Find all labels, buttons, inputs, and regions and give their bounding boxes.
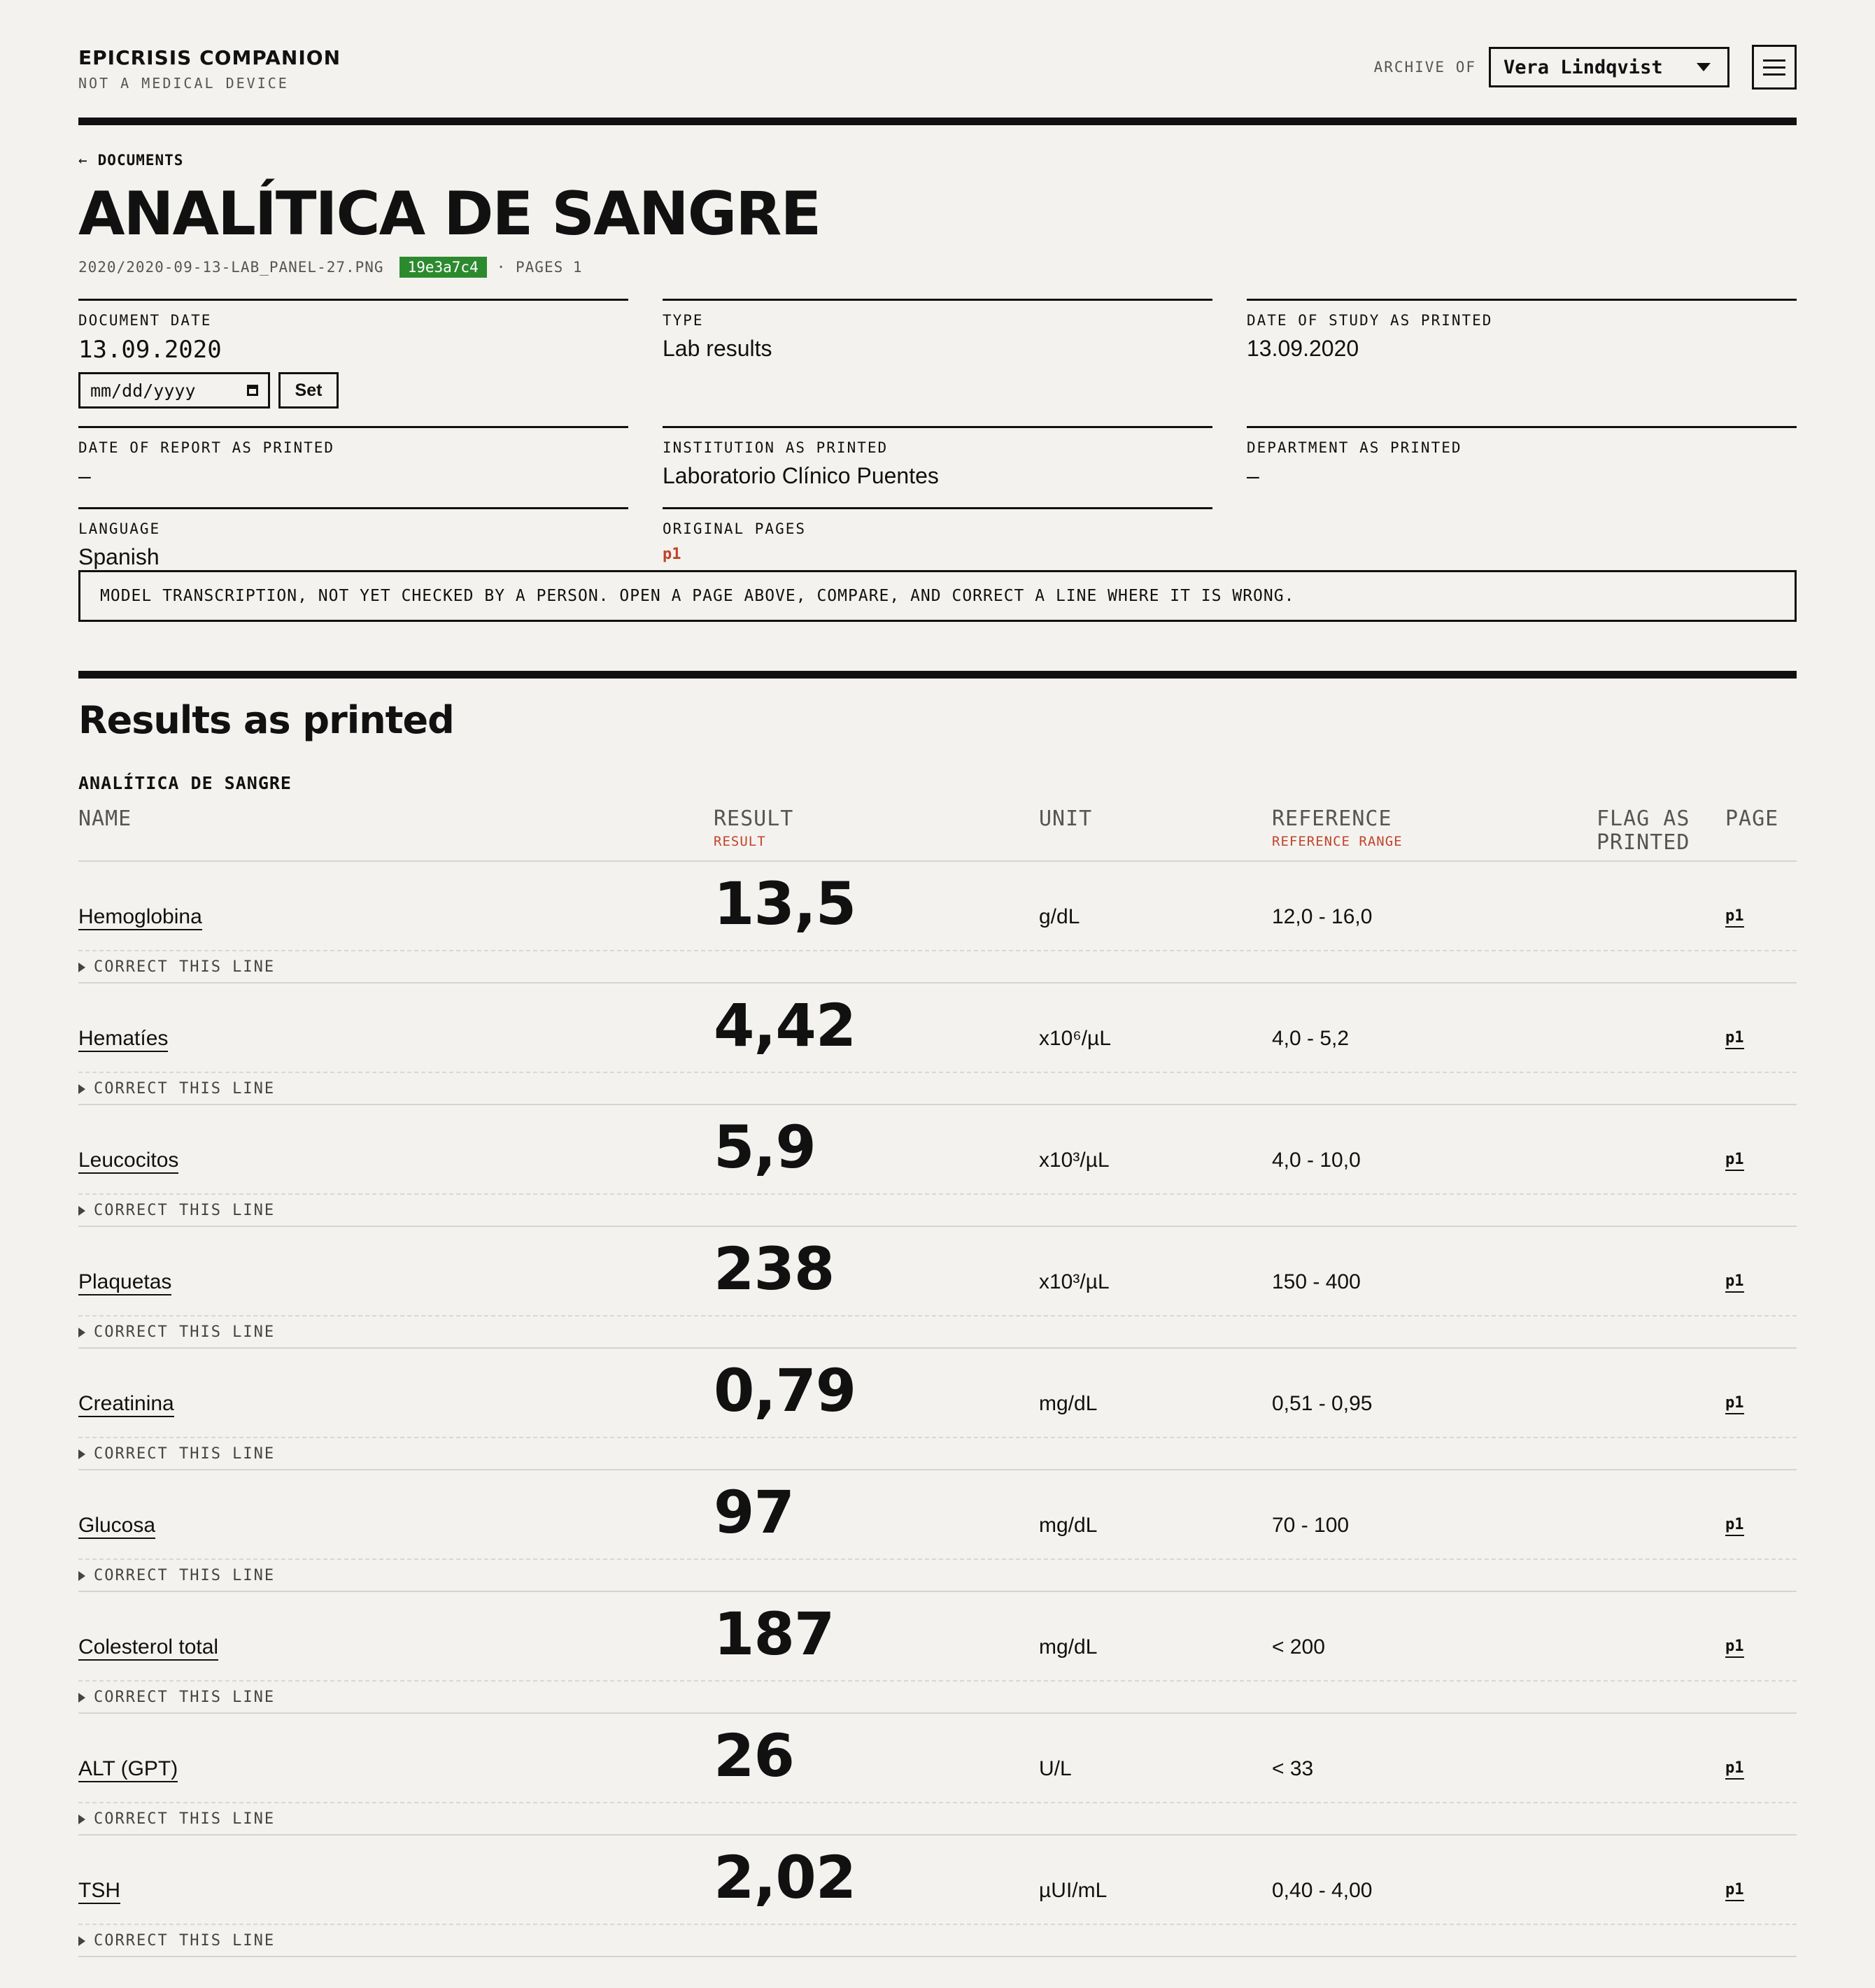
correct-line-label: CORRECT THIS LINE — [94, 1810, 276, 1828]
field-original-pages — [663, 507, 1212, 570]
result-name[interactable]: Leucocitos — [78, 1149, 178, 1174]
table-row — [78, 1105, 1797, 1227]
result-page-link[interactable]: p1 — [1725, 1150, 1744, 1171]
date-editor — [78, 372, 628, 409]
col-header-name: NAME — [78, 807, 132, 831]
back-link[interactable] — [78, 152, 1797, 169]
result-reference: 0,40 - 4,00 — [1272, 1879, 1373, 1902]
calendar-icon[interactable] — [247, 385, 258, 396]
result-unit: g/dL — [1039, 905, 1080, 928]
document-hash-badge: 19e3a7c4 — [399, 257, 487, 278]
menu-button[interactable] — [1752, 45, 1797, 90]
result-unit: x10³/µL — [1039, 1149, 1110, 1172]
field-label: LANGUAGE — [78, 520, 161, 537]
arrow-left-icon: ← — [78, 152, 88, 169]
chevron-down-icon — [1697, 63, 1711, 71]
hamburger-icon-line — [1763, 66, 1785, 69]
col-header-result-sub: RESULT — [714, 834, 766, 849]
field-label: DEPARTMENT AS PRINTED — [1247, 439, 1462, 456]
row-main — [78, 1349, 1797, 1438]
field-value: 13.09.2020 — [1247, 336, 1359, 361]
table-row — [78, 1227, 1797, 1349]
result-name[interactable]: Hematíes — [78, 1027, 168, 1052]
disclosure-triangle-icon — [78, 1693, 85, 1703]
correct-line-label: CORRECT THIS LINE — [94, 1202, 276, 1219]
result-page-link[interactable]: p1 — [1725, 1880, 1744, 1901]
result-reference: < 200 — [1272, 1635, 1325, 1659]
correct-line-toggle[interactable] — [78, 958, 275, 976]
field-date-of-report — [78, 426, 628, 507]
col-header-result — [714, 807, 793, 849]
table-row — [78, 1714, 1797, 1836]
correct-line-label: CORRECT THIS LINE — [94, 1323, 276, 1341]
row-main — [78, 1714, 1797, 1803]
field-label: DATE OF STUDY AS PRINTED — [1247, 312, 1493, 329]
result-page-link[interactable]: p1 — [1725, 1272, 1744, 1293]
row-main — [78, 862, 1797, 951]
correct-line-label: CORRECT THIS LINE — [94, 1080, 276, 1098]
correct-line-toggle[interactable] — [78, 1445, 275, 1463]
table-row — [78, 1470, 1797, 1592]
set-date-button[interactable]: Set — [278, 372, 339, 409]
result-unit: mg/dL — [1039, 1635, 1098, 1659]
disclosure-triangle-icon — [78, 1206, 85, 1216]
table-row — [78, 862, 1797, 984]
results-heading: Results as printed — [78, 698, 454, 742]
field-value: – — [1247, 463, 1259, 488]
table-row — [78, 1592, 1797, 1714]
disclosure-triangle-icon — [78, 1449, 85, 1459]
row-main — [78, 1227, 1797, 1316]
table-row — [78, 1836, 1797, 1957]
disclosure-triangle-icon — [78, 1084, 85, 1094]
result-page-link[interactable]: p1 — [1725, 1515, 1744, 1536]
result-value: 2,02 — [714, 1843, 856, 1912]
page-title: ANALÍTICA DE SANGRE — [78, 179, 821, 249]
field-label: INSTITUTION AS PRINTED — [663, 439, 889, 456]
field-value: Spanish — [78, 544, 160, 569]
result-reference: 0,51 - 0,95 — [1272, 1392, 1373, 1415]
results-table-header — [78, 807, 1797, 862]
field-department — [1247, 426, 1797, 507]
correct-line-toggle[interactable] — [78, 1323, 275, 1341]
result-value: 238 — [714, 1235, 835, 1303]
disclosure-triangle-icon — [78, 1815, 85, 1824]
correct-line-label: CORRECT THIS LINE — [94, 1445, 276, 1463]
top-bar — [78, 0, 1797, 118]
row-main — [78, 1105, 1797, 1195]
field-value: 13.09.2020 — [78, 336, 222, 364]
result-name[interactable]: ALT (GPT) — [78, 1757, 178, 1782]
result-unit: µUI/mL — [1039, 1879, 1108, 1902]
disclosure-triangle-icon — [78, 1936, 85, 1946]
result-reference: 70 - 100 — [1272, 1514, 1350, 1537]
archive-label: ARCHIVE OF — [1373, 59, 1476, 76]
field-document-date — [78, 299, 628, 426]
field-type — [663, 299, 1212, 426]
col-header-result-label: RESULT — [714, 807, 794, 831]
field-value: Lab results — [663, 336, 772, 361]
app-subtitle: NOT A MEDICAL DEVICE — [78, 75, 289, 92]
col-header-flag: FLAG AS PRINTED — [1597, 807, 1690, 855]
original-page-link[interactable]: p1 — [663, 546, 681, 563]
correct-line-label: CORRECT THIS LINE — [94, 1567, 276, 1584]
result-unit: mg/dL — [1039, 1392, 1098, 1415]
date-input[interactable] — [78, 372, 270, 409]
app-name: EPICRISIS COMPANION — [78, 46, 341, 69]
col-header-reference — [1272, 807, 1403, 849]
col-header-reference-label: REFERENCE — [1272, 807, 1392, 831]
result-name[interactable]: Colesterol total — [78, 1635, 218, 1661]
field-value: – — [78, 463, 91, 488]
result-value: 97 — [714, 1478, 794, 1547]
correct-line-toggle[interactable] — [78, 1080, 275, 1098]
result-page-link[interactable]: p1 — [1725, 1637, 1744, 1658]
result-page-link[interactable]: p1 — [1725, 1393, 1744, 1414]
result-unit: mg/dL — [1039, 1514, 1098, 1537]
result-reference: 4,0 - 10,0 — [1272, 1149, 1361, 1172]
hamburger-icon-line — [1763, 59, 1785, 62]
result-unit: x10³/µL — [1039, 1270, 1110, 1293]
correct-line-toggle[interactable] — [78, 1689, 275, 1706]
section-divider — [78, 671, 1797, 679]
field-value: Laboratorio Clínico Puentes — [663, 463, 939, 488]
result-value: 0,79 — [714, 1356, 856, 1425]
result-name[interactable]: Creatinina — [78, 1392, 174, 1417]
result-name[interactable]: TSH — [78, 1879, 120, 1904]
field-label: DATE OF REPORT AS PRINTED — [78, 439, 335, 456]
panel-name: ANALÍTICA DE SANGRE — [78, 773, 292, 793]
result-value: 5,9 — [714, 1113, 816, 1181]
result-name[interactable]: Glucosa — [78, 1514, 155, 1539]
correct-line-label: CORRECT THIS LINE — [94, 1932, 276, 1950]
col-header-page: PAGE — [1725, 807, 1779, 831]
result-reference: 4,0 - 5,2 — [1272, 1027, 1350, 1050]
date-input-placeholder: mm/dd/yyyy — [90, 380, 196, 401]
document-fields — [78, 299, 1797, 570]
document-meta — [78, 257, 1797, 278]
correct-line-toggle[interactable] — [78, 1202, 275, 1219]
col-header-unit: UNIT — [1039, 807, 1093, 831]
row-main — [78, 1470, 1797, 1560]
result-value: 13,5 — [714, 869, 856, 938]
archive-select[interactable] — [1489, 47, 1729, 87]
result-unit: x10⁶/µL — [1039, 1027, 1112, 1050]
disclosure-triangle-icon — [78, 963, 85, 972]
back-link-label: DOCUMENTS — [97, 152, 184, 169]
archive-switcher — [1374, 45, 1797, 90]
table-row — [78, 984, 1797, 1105]
disclosure-triangle-icon — [78, 1571, 85, 1581]
field-label: DOCUMENT DATE — [78, 312, 212, 329]
hamburger-icon-line — [1763, 73, 1785, 76]
field-label: ORIGINAL PAGES — [663, 520, 807, 537]
correct-line-toggle[interactable] — [78, 1567, 275, 1584]
result-value: 187 — [714, 1600, 835, 1668]
row-main — [78, 984, 1797, 1073]
result-page-link[interactable]: p1 — [1725, 1759, 1744, 1780]
result-reference: 150 - 400 — [1272, 1270, 1361, 1293]
correct-line-label: CORRECT THIS LINE — [94, 1689, 276, 1706]
correct-line-toggle[interactable] — [78, 1932, 275, 1950]
field-date-of-study — [1247, 299, 1797, 426]
field-language — [78, 507, 628, 570]
row-main — [78, 1592, 1797, 1682]
archive-select-value: Vera Lindqvist — [1503, 56, 1663, 78]
result-unit: U/L — [1039, 1757, 1072, 1780]
brand — [78, 46, 341, 92]
table-row — [78, 1349, 1797, 1470]
result-value: 26 — [714, 1721, 794, 1790]
result-reference: 12,0 - 16,0 — [1272, 905, 1373, 928]
correct-line-toggle[interactable] — [78, 1810, 275, 1828]
row-main — [78, 1836, 1797, 1925]
results-table-body — [78, 862, 1797, 1957]
result-page-link[interactable]: p1 — [1725, 907, 1744, 928]
result-value: 4,42 — [714, 991, 856, 1060]
header-divider — [78, 118, 1797, 125]
field-label: TYPE — [663, 312, 704, 329]
col-header-reference-sub: REFERENCE RANGE — [1272, 834, 1403, 849]
transcription-notice: MODEL TRANSCRIPTION, NOT YET CHECKED BY A PERSON. OPEN A PAGE ABOVE, COMPARE, AND CORRECT A LINE WHERE IT IS WRONG. — [78, 570, 1797, 622]
result-name[interactable]: Plaquetas — [78, 1270, 171, 1295]
disclosure-triangle-icon — [78, 1328, 85, 1337]
document-filename: 2020/2020-09-13-LAB_PANEL-27.PNG — [78, 259, 384, 276]
page — [78, 0, 1797, 1957]
result-reference: < 33 — [1272, 1757, 1314, 1780]
field-institution — [663, 426, 1212, 507]
document-pages: · PAGES 1 — [496, 259, 583, 276]
result-name[interactable]: Hemoglobina — [78, 905, 202, 930]
correct-line-label: CORRECT THIS LINE — [94, 958, 276, 976]
result-page-link[interactable]: p1 — [1725, 1028, 1744, 1049]
